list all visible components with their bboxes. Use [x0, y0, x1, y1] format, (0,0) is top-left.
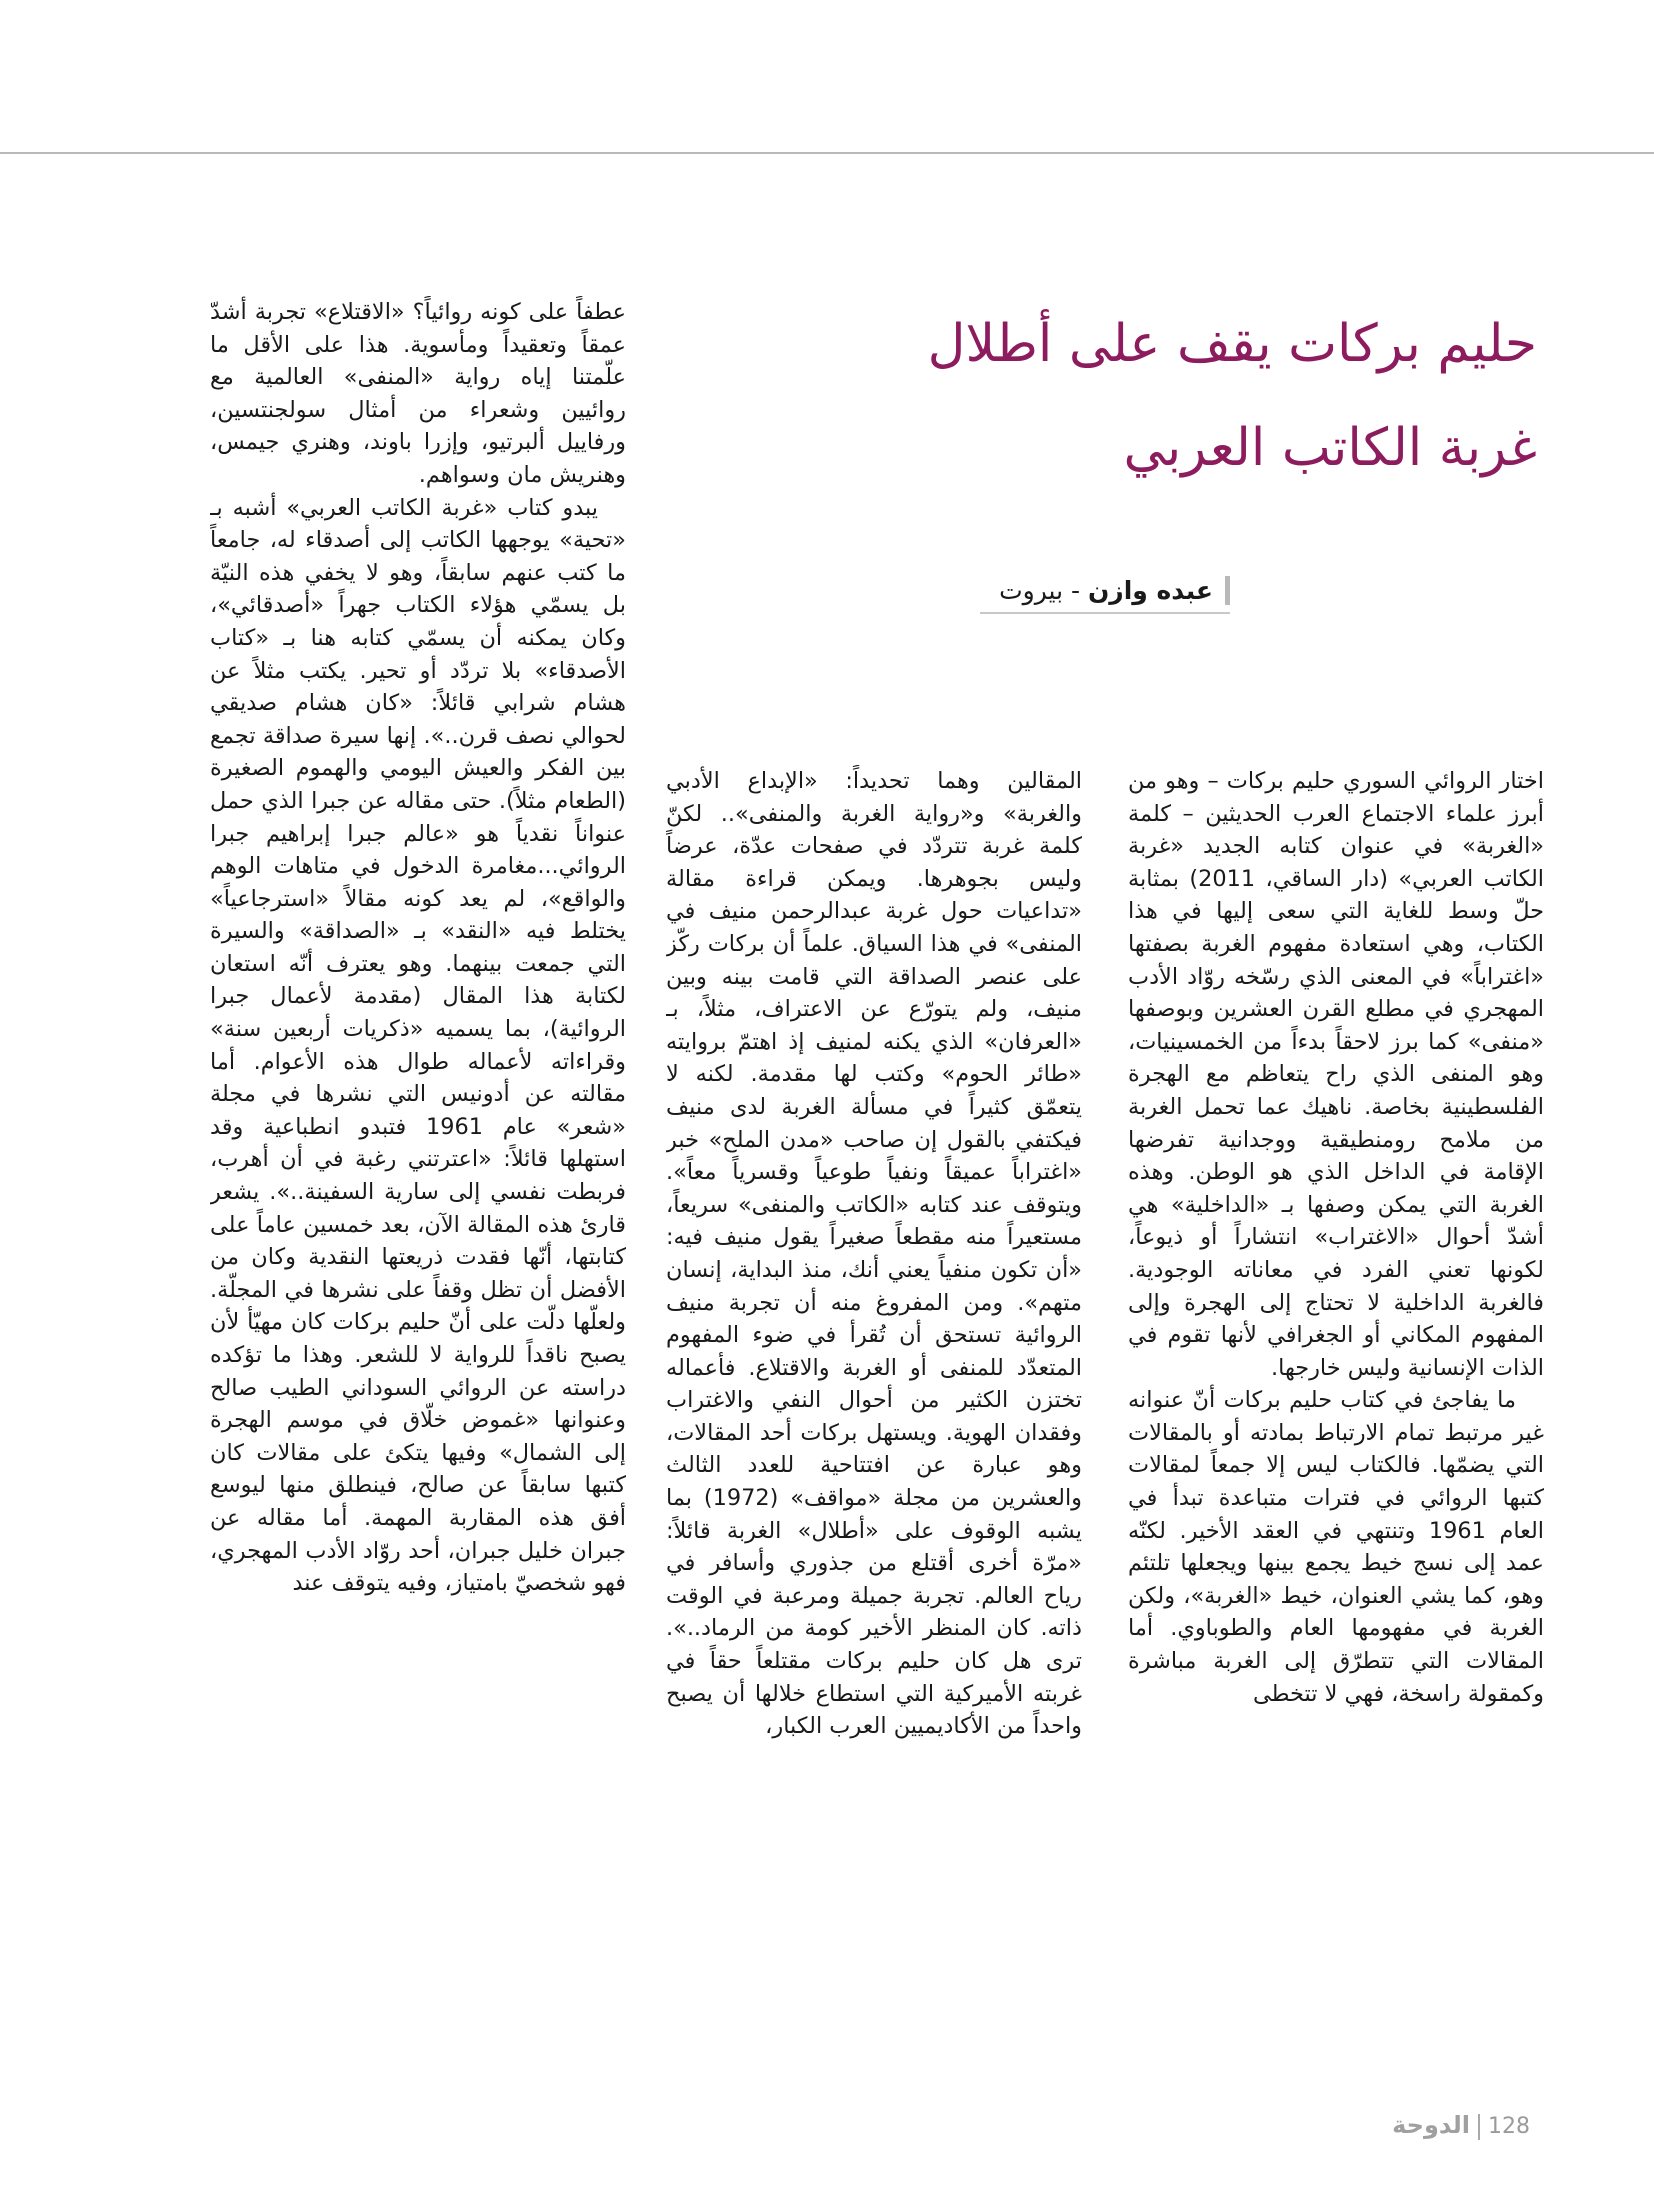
paragraph: المقالين وهما تحديداً: «الإبداع الأدبي والغربة» و«رواية الغربة والمنفى».. لكنّ كلمة غربة تتردّد في صفحات عدّة، عرضاً وليس بجوهرها. ويمكن قراءة مقالة «تداعيات حول غربة عبدالرحمن منيف في المنفى» في هذا السياق. علماً أن بركات ركّز على عنصر الصداقة التي قامت بينه وبين منيف، ولم يتورّع عن الاعتراف، مثلاً، بـ «العرفان» الذي يكنه لمنيف إذ اهتمّ بروايته «طائر الحوم» وكتب لها مقدمة. لكنه لا يتعمّق كثيراً في مسألة الغربة لدى منيف فيكتفي بالقول إن صاحب «مدن الملح» خبر «اغتراباً عميقاً ونفياً طوعياً وقسرياً معاً». ويتوقف عند كتابه «الكاتب والمنفى» سريعاً، مستعيراً منه مقطعاً صغيراً يقول منيف فيه: «أن تكون منفياً يعني أنك، منذ البداية، إنسان متهم». ومن المفروغ منه أن تجربة منيف الروائية تستحق أن تُقرأ في ضوء المفهوم المتعدّد للمنفى أو الغربة والاقتلاع. فأعماله تختزن الكثير من أحوال النفي والاغتراب وفقدان الهوية. ويستهل بركات أحد المقالات، وهو عبارة عن افتتاحية للعدد الثالث والعشرين من مجلة «مواقف» (1972) بما يشبه الوقوف على «أطلال» الغربة قائلاً: «مرّة أخرى أقتلع من جذوري وأسافر في رياح العالم. تجربة جميلة ومرعبة في الوقت ذاته. كان المنظر الأخير كومة من الرماد..». ترى هل كان حليم بركات مقتلعاً حقاً في غربته الأميركية التي استطاع خلالها أن يصبح واحداً من الأكاديميين العرب الكبار،	[666, 768, 1082, 1740]
title-line-1: حليم بركات يقف على أطلال	[927, 314, 1537, 374]
page-number: 128	[1488, 2114, 1530, 2139]
paragraph: ما يفاجئ في كتاب حليم بركات أنّ عنوانه غير مرتبط تمام الارتباط بمادته أو بالمقالات التي يضمّها. فالكتاب ليس إلا جمعاً لمقالات كتبها الروائي في فترات متباعدة تبدأ في العام 1961 وتنتهي في العقد الأخير. لكنّه عمد إلى نسج خيط يجمع بينها ويجعلها تلتئم وهو، كما يشي العنوان، خيط «الغربة»، ولكن الغربة في مفهومها العام والطوباوي. أما المقالات التي تتطرّق إلى الغربة مباشرة وكمقولة راسخة، فهي لا تتخطى	[1128, 1387, 1544, 1707]
column-left	[210, 296, 626, 2051]
title-line-2: غربة الكاتب العربي	[1123, 418, 1537, 478]
byline-place: بيروت	[999, 576, 1064, 605]
column-middle	[666, 765, 1082, 2051]
byline-separator: -	[1063, 576, 1088, 605]
top-rule	[0, 152, 1654, 154]
article-title	[777, 292, 1537, 500]
author-name: عبده وازن	[1087, 576, 1213, 605]
paragraph: يبدو كتاب «غربة الكاتب العربي» أشبه بـ «تحية» يوجهها الكاتب إلى أصدقاء له، جامعاً ما كتب عنهم سابقاً، وهو لا يخفي هذه النيّة بل يسمّي هؤلاء الكتاب جهراً «أصدقائي»، وكان يمكنه أن يسمّي كتابه هنا بـ «كتاب الأصدقاء» بلا تردّد أو تحير. يكتب مثلاً عن هشام شرابي قائلاً: «كان هشام صديقي لحوالي نصف قرن..». إنها سيرة صداقة تجمع بين الفكر والعيش اليومي والهموم الصغيرة (الطعام مثلاً). حتى مقاله عن جبرا الذي حمل عنواناً نقدياً هو «عالم جبرا إبراهيم جبرا الروائي...مغامرة الدخول في متاهات الوهم والواقع»، لم يعد كونه مقالاً «استرجاعياً» يختلط فيه «النقد» بـ «الصداقة» والسيرة التي جمعت بينهما. وهو يعترف أنّه استعان لكتابة هذا المقال (مقدمة لأعمال جبرا الروائية)، بما يسميه «ذكريات أربعين سنة» وقراءاته لأعماله طوال هذه الأعوام. أما مقالته عن أدونيس التي نشرها في مجلة «شعر» عام 1961 فتبدو انطباعية وقد استهلها قائلاً: «اعترتني رغبة في أن أهرب، فربطت نفسي إلى سارية السفينة..». يشعر قارئ هذه المقالة الآن، بعد خمسين عاماً على كتابتها، أنّها فقدت ذريعتها النقدية وكان من الأفضل أن تظل وقفاً على نشرها في المجلّة. ولعلّها دلّت على أنّ حليم بركات كان مهيّأ لأن يصبح ناقداً للرواية لا للشعر. وهذا ما تؤكده دراسته عن الروائي السوداني الطيب صالح وعنوانها «غموض خلّاق في موسم الهجرة إلى الشمال» وفيها يتكئ على مقالات كان كتبها سابقاً عن صالح، فينطلق منها ليوسع أفق هذه المقاربة المهمة. أما مقاله عن جبران خليل جبران، أحد روّاد الأدب المهجري، فهو شخصيّ بامتياز، وفيه يتوقف عند	[210, 494, 626, 1597]
byline-underline	[980, 612, 1230, 614]
magazine-name: الدوحة	[1392, 2111, 1470, 2139]
paragraph: اختار الروائي السوري حليم بركات – وهو من أبرز علماء الاجتماع العرب الحديثين – كلمة «الغربة» في عنوان كتابه الجديد «غربة الكاتب العربي» (دار الساقي، 2011) بمثابة حلّ وسط للغاية التي سعى إليها في هذا الكتاب، وهي استعادة مفهوم الغربة بصفتها «اغتراباً» في المعنى الذي رسّخه روّاد الأدب المهجري في مطلع القرن العشرين وبوصفها «منفى» كما برز لاحقاً بدءاً من الخمسينيات، وهو المنفى الذي راح يتعاظم مع الهجرة الفلسطينية بخاصة. ناهيك عما تحمل الغربة من ملامح رومنطيقية ووجدانية تفرضها الإقامة في الداخل الذي هو الوطن. وهذه الغربة التي يمكن وصفها بـ «الداخلية» هي أشدّ أحوال «الاغتراب» انتشاراً أو ذيوعاً، لكونها تعني الفرد في معاناته الوجودية. فالغربة الداخلية لا تحتاج إلى الهجرة وإلى المفهوم المكاني أو الجغرافي لأنها تقوم في الذات الإنسانية وليس خارجها.	[1128, 768, 1544, 1381]
byline	[999, 576, 1230, 605]
page-footer	[1392, 2111, 1530, 2140]
footer-divider	[1478, 2114, 1480, 2140]
column-right	[1128, 765, 1544, 2051]
paragraph: عطفاً على كونه روائياً؟ «الاقتلاع» تجربة أشدّ عمقاً وتعقيداً ومأسوية. هذا على الأقل ما علّمتنا إياه رواية «المنفى» العالمية مع روائيين وشعراء من أمثال سولجنتسين، ورفاييل ألبرتيو، وإزرا باوند، وهنري جيمس، وهنريش مان وسواهم.	[210, 299, 626, 488]
